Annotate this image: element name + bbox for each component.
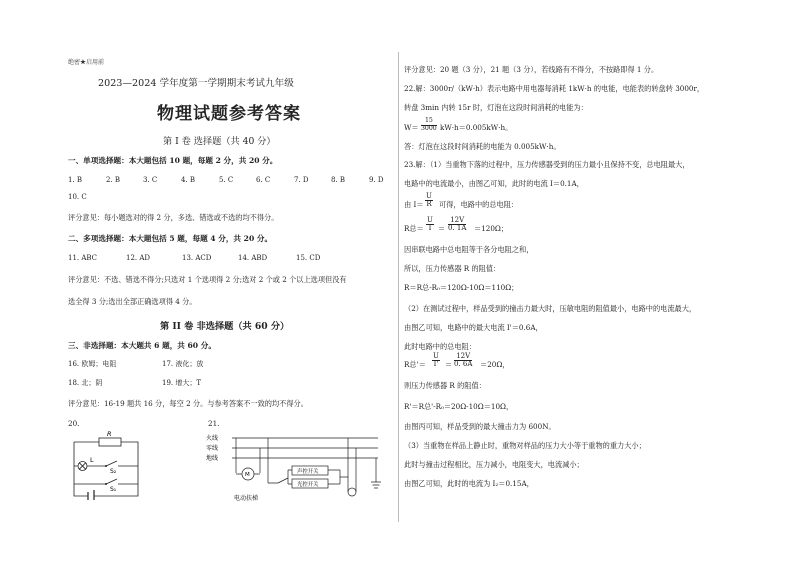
total-r-numerator2: 12V [448,217,466,225]
answer-11: 11. ABC [68,254,98,262]
part1-title: 第 I 卷 选择题（共 40 分） [163,136,276,147]
part2-title: 第 II 卷 非选择题（共 60 分） [160,321,290,332]
q23-total-r2-prefix: R总'＝ [404,360,426,369]
q23-ohm-law-prefix: 由 I＝ [404,200,424,209]
q21-circuit-diagram [206,428,386,504]
answer-16: 16. 欧姆；电阻 [68,360,117,368]
fig21-neutral-wire-label: 零线 [206,445,219,452]
q23-part2-line1: （2）在测试过程中，样品受到的撞击力最大时，压敏电阻的阻值最小，电路中的电流最大， [404,304,697,313]
q22-answer: 答：灯泡在这段时间消耗的电能为 0.005kW·h。 [404,142,561,151]
q23-ohm-law-suffix: 可得，电路中的总电阻： [439,200,519,209]
answer-5: 5. C [219,176,234,184]
fig20-lamp-label: L [90,456,94,464]
q20-21-scoring-note: 评分意见：20 题（3 分），21 题（3 分），若线路有不得分，不按路即得 1 分。 [404,65,659,74]
non-choice-heading: 三、非选择题：本大题共 6 题，共 60 分。 [68,341,216,350]
answer-13: 13. ACD [182,254,212,262]
fig20-switch1-label: S₁ [110,486,117,493]
q23-part2-line3: 此时电路中的总电阻： [404,342,476,351]
answer-8: 8. B [331,176,346,184]
q23-line6: R＝R总-R₀＝120Ω-10Ω＝110Ω； [404,283,519,292]
answer-14: 14. ABD [238,254,268,262]
ohm-denominator: R [426,200,432,209]
answer-1: 1. B [68,176,83,184]
fig21-light-switch-label: 光控开关 [297,482,319,488]
q23-line5: 所以，压力传感器 R 的阻值： [404,264,501,273]
fig20-switch2-label: S₂ [110,468,117,475]
answer-9: 9. D [369,176,384,184]
q22-w-result: kW·h＝0.005kW·h。 [440,123,513,132]
q23-total-r-equals: ＝ [438,224,446,233]
q20-circuit-diagram [66,428,146,500]
total-r2-denominator1: I' [433,360,439,369]
single-choice-scoring-note: 评分意见：每小题选对的得 2 分，多选、错选或不选的均不得分。 [68,213,279,222]
q23-total-r-fraction2 [448,217,466,233]
exam-year-title: 2023—2024 学年度第一学期期末考试九年级 [98,78,294,89]
total-r-denominator2: 0. 1A [448,224,467,233]
answer-19: 19. 增大；T [162,379,202,387]
total-r-denominator1: I [428,224,432,233]
q23-ohm-law-fraction [425,193,433,209]
page-title: 物理试题参考答案 [157,104,301,124]
answer-3: 3. C [143,176,158,184]
answer-15: 15. CD [296,254,321,262]
total-r2-numerator2: 12V [454,353,472,361]
multi-choice-scoring-note-line1: 评分意见：不选、错选不得分;只选对 1 个选项得 2 分;选对 2 个或 2 个以上选项但没有 [68,275,347,284]
fig21-motor-label: M [245,472,250,478]
q23-total-r2-fraction1 [432,353,440,369]
column-divider [398,52,399,522]
q23-part2-line6: R'＝R总'-R₀＝20Ω-10Ω＝10Ω， [404,402,514,411]
total-r2-denominator2: 0. 6A [454,360,473,369]
fill-in-scoring-note: 评分意见：16-19 题共 16 分，每空 2 分。与参考答案不一致的均不得分。 [68,399,308,408]
q21-label: 21. [208,419,220,428]
q20-label: 20. [68,419,80,428]
total-r2-numerator1: U [433,352,439,360]
q23-total-r2-fraction2 [454,353,472,369]
q22-fraction [421,118,437,132]
q22-w-prefix: W＝ [404,123,419,132]
answer-10: 10. C [68,193,87,201]
fig21-caption: 电动扶梯 [234,495,259,502]
q23-part2-line2: 由图乙可知，电路中的最大电流 I'＝0.6A， [404,323,543,332]
q23-total-r2-equals: ＝ [445,360,453,369]
q23-line1: 23.解：（1）当重物下落的过程中，压力传感器受到的压力最小且保持不变，总电阻最大， [404,160,690,169]
q23-part3-line1: （3）当重物在样品上静止时，重物对样品的压力大小等于重物的重力大小； [404,441,646,450]
answer-7: 7. D [294,176,309,184]
q23-total-r-prefix: R总＝ [404,224,424,233]
single-choice-heading: 一、单项选择题：本大题包括 10 题，每题 2 分，共 20 分。 [68,156,278,165]
ohm-numerator: U [426,192,432,200]
fig21-live-wire-label: 火线 [206,435,219,442]
q22-fraction-denominator: 3000 [421,124,437,132]
answer-2: 2. B [106,176,121,184]
answer-6: 6. C [256,176,271,184]
answer-17: 17. 液化；放 [162,360,204,368]
q23-part2-line5: 则压力传感器 R 的阻值： [404,381,486,390]
q23-total-r-fraction1 [426,217,434,233]
multi-choice-heading: 二、多项选择题：本大题包括 5 题，每题 4 分，共 20 分。 [68,234,273,243]
fig21-sound-switch-label: 声控开关 [297,469,319,475]
q23-total-r2-result: ＝20Ω， [480,360,510,369]
fig21-ground-wire-label: 地线 [206,455,219,462]
answer-18: 18. 北；阴 [68,379,103,387]
q23-line2: 电路中的电流最小，由图乙可知，此时的电流 I＝0.1A， [404,179,584,188]
q22-fraction-numerator: 15 [421,118,437,126]
q23-part3-line3: 由图乙可知，此时的电流为 I₂＝0.15A， [404,479,534,488]
fig20-resistor-label: R [107,430,112,438]
total-r-numerator1: U [427,216,433,224]
q22-line1: 22.解：3000r/（kW·h）表示电路中用电器每消耗 1kW·h 的电能，电能表的转盘转 3000r， [404,84,705,93]
answer-4: 4. B [181,176,196,184]
q23-line4: 因串联电路中总电阻等于各分电阻之和， [404,245,534,254]
q22-line2: 转盘 3min 内转 15r 时，灯泡在这段时间消耗的电能为： [404,103,588,112]
q23-total-r-result: ＝120Ω； [474,224,509,233]
multi-choice-scoring-note-line2: 选全得 3 分;选出全部正确选项得 4 分。 [68,297,197,306]
answer-12: 12. AD [126,254,151,262]
q23-part3-line2: 此时与撞击过程相比，压力减小，电阻变大，电流减小； [404,460,584,469]
confidential-label: 绝密★启用前 [68,59,105,66]
q23-part2-line7: 由图丙可知，样品受到的最大撞击力为 600N。 [404,422,556,431]
